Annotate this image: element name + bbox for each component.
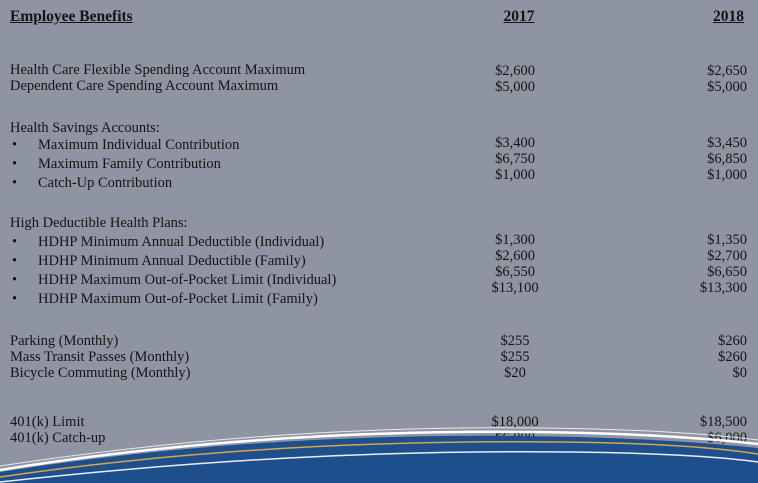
value-2017: $1,000 bbox=[495, 167, 535, 183]
hdhp-row bbox=[0, 290, 758, 309]
row-label: Catch-Up Contribution bbox=[38, 175, 173, 191]
bullet-icon: • bbox=[12, 291, 18, 307]
value-2018: $6,850 bbox=[707, 151, 747, 167]
value-2017: $2,600 bbox=[495, 63, 535, 79]
row-label: Maximum Family Contribution bbox=[38, 156, 221, 172]
bullet-icon: • bbox=[12, 253, 18, 269]
row-label: Dependent Care Spending Account Maximum bbox=[10, 78, 279, 94]
hdhp-row bbox=[0, 252, 758, 271]
value-2017: $2,600 bbox=[495, 248, 535, 264]
value-2018: $0 bbox=[732, 365, 747, 381]
value-2017: $3,400 bbox=[495, 135, 535, 151]
value-2018: $1,000 bbox=[707, 167, 747, 183]
row-label: 401(k) Catch-up bbox=[10, 430, 106, 446]
bullet-icon: • bbox=[12, 137, 18, 153]
row-label: HDHP Maximum Out-of-Pocket Limit (Individual) bbox=[38, 272, 337, 288]
value-2018: $260 bbox=[718, 333, 747, 349]
value-2017: $255 bbox=[500, 349, 530, 365]
value-2018: $2,700 bbox=[707, 248, 747, 264]
value-2018: $5,000 bbox=[707, 79, 747, 95]
value-2018: $6,000 bbox=[707, 430, 747, 446]
bullet-icon: • bbox=[12, 272, 18, 288]
swoosh-blue-band bbox=[0, 436, 758, 483]
value-2018: $1,350 bbox=[707, 232, 747, 248]
row-label: Parking (Monthly) bbox=[10, 333, 119, 349]
value-2017: $6,750 bbox=[495, 151, 535, 167]
value-2018: $18,500 bbox=[699, 414, 747, 430]
fsa-row-dependent-care bbox=[0, 77, 758, 96]
row-label: Health Care Flexible Spending Account Maximum bbox=[10, 62, 306, 78]
hsa-row bbox=[0, 155, 758, 174]
header-year-2017: 2017 bbox=[503, 8, 535, 25]
value-2017: $18,000 bbox=[491, 414, 539, 430]
row-label: HDHP Minimum Annual Deductible (Individual) bbox=[38, 234, 325, 250]
row-label: HDHP Maximum Out-of-Pocket Limit (Family) bbox=[38, 291, 318, 307]
hsa-row bbox=[0, 174, 758, 193]
hdhp-row bbox=[0, 233, 758, 252]
hdhp-row bbox=[0, 271, 758, 290]
bullet-icon: • bbox=[12, 175, 18, 191]
value-2018: $6,650 bbox=[707, 264, 747, 280]
hsa-row bbox=[0, 136, 758, 155]
value-2017: $20 bbox=[504, 365, 526, 381]
row-label: HDHP Minimum Annual Deductible (Family) bbox=[38, 253, 306, 269]
value-2018: $3,450 bbox=[707, 135, 747, 151]
header-year-2018: 2018 bbox=[713, 8, 744, 25]
bullet-icon: • bbox=[12, 234, 18, 250]
value-2017: $5,000 bbox=[495, 79, 535, 95]
value-2018: $2,650 bbox=[707, 63, 747, 79]
value-2017: $1,300 bbox=[495, 232, 535, 248]
value-2018: $13,300 bbox=[699, 280, 747, 296]
hdhp-section-title bbox=[0, 214, 758, 233]
row-label: Bicycle Commuting (Monthly) bbox=[10, 365, 191, 381]
row-label: 401(k) Limit bbox=[10, 414, 85, 430]
value-2018: $260 bbox=[718, 349, 747, 365]
row-label: Maximum Individual Contribution bbox=[38, 137, 240, 153]
transit-row-bicycle bbox=[0, 364, 758, 383]
decorative-swoosh bbox=[0, 420, 758, 483]
header-label: Employee Benefits bbox=[10, 8, 133, 25]
value-2017: $255 bbox=[500, 333, 530, 349]
value-2017: $13,100 bbox=[491, 280, 539, 296]
section-title: Health Savings Accounts: bbox=[10, 120, 160, 136]
bullet-icon: • bbox=[12, 156, 18, 172]
section-title: High Deductible Health Plans: bbox=[10, 215, 188, 231]
value-2017: $6,550 bbox=[495, 264, 535, 280]
row-label: Mass Transit Passes (Monthly) bbox=[10, 349, 190, 365]
